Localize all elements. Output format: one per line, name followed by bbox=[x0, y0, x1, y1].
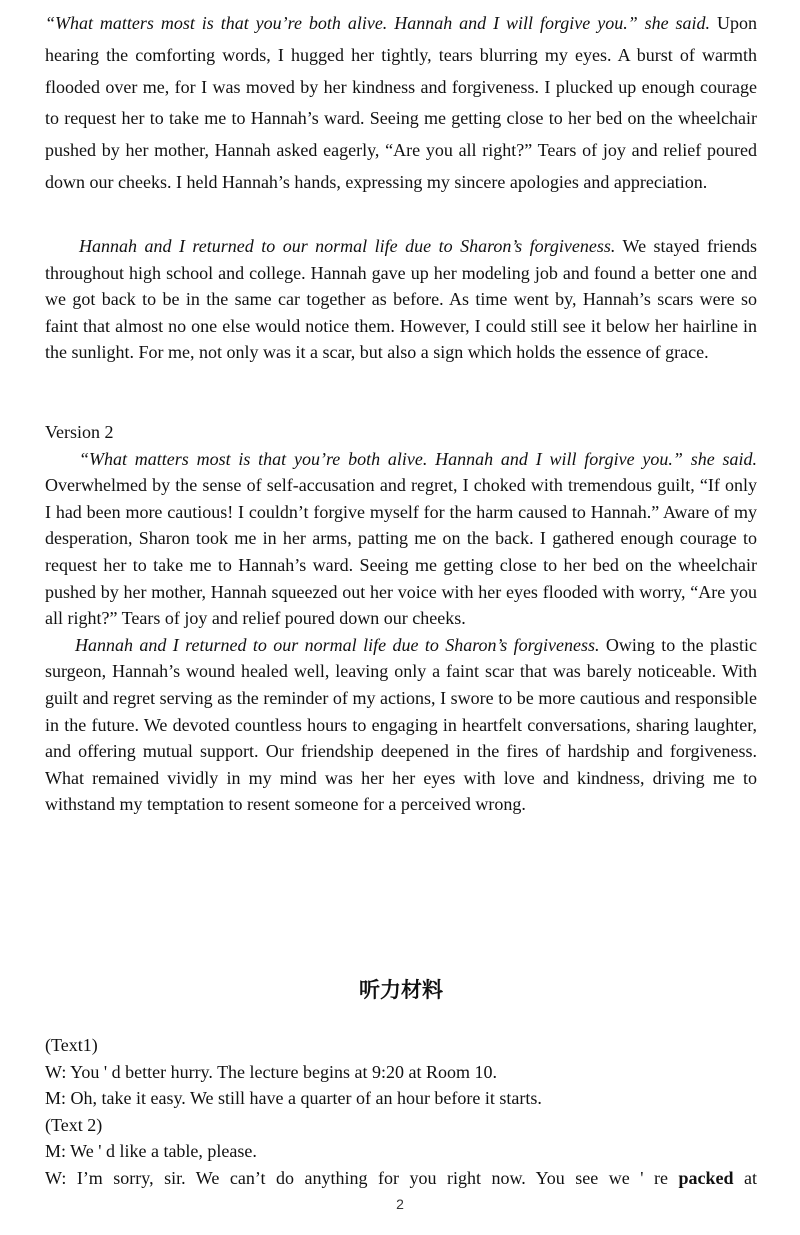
forgiveness-quote: “What matters most is that you’re both alive. Hannah and I will forgive you.” she said. bbox=[45, 13, 711, 33]
transcript-line: (Text 2) bbox=[45, 1114, 103, 1135]
transcript-line: W: I’m sorry, sir. We can’t do anything for you right now. You see we ' re packed at bbox=[45, 1167, 757, 1188]
version1-para2 bbox=[45, 233, 757, 366]
version2-section bbox=[45, 419, 757, 818]
listening-transcript bbox=[45, 1032, 757, 1192]
version2-para2 bbox=[45, 632, 757, 818]
paragraph-text: Owing to the plastic surgeon, Hannah’s wound healed well, leaving only a faint scar that was barely noticeable. With guilt and regret serving as the reminder of my actions, I swore to be more cautious and responsible in the future. We devoted countless hours to engaging in heartfelt conversations, sharing laughter, and offering mutual support. Our friendship deepened in the fires of hardship and forgiveness. What remained vividly in my mind was her her eyes with love and kindness, driving me to withstand my temptation to resent someone for a perceived wrong. bbox=[45, 634, 757, 815]
version2-heading: Version 2 bbox=[45, 422, 114, 442]
paragraph-lead: Hannah and I returned to our normal life due to Sharon’s forgiveness. bbox=[79, 236, 616, 256]
version2-para1 bbox=[45, 446, 757, 632]
transcript-line: M: Oh, take it easy. We still have a quarter of an hour before it starts. bbox=[45, 1088, 542, 1109]
bold-word: packed bbox=[678, 1167, 734, 1188]
transcript-line: M: We ' d like a table, please. bbox=[45, 1141, 257, 1162]
page-number: 2 bbox=[396, 1196, 404, 1212]
transcript-line: (Text1) bbox=[45, 1035, 98, 1055]
transcript-line: W: You ' d better hurry. The lecture begins at 9:20 at Room 10. bbox=[45, 1061, 497, 1082]
version1-para1 bbox=[45, 8, 757, 199]
paragraph-text: Overwhelmed by the sense of self-accusation and regret, I choked with tremendous guilt, “If only I had been more cautious! I couldn’t forgive myself for the harm caused to Hannah.” Aware of my desperation, Sharon took me in her arms, patting me on the back. I gathered enough courage to request her to take me to Hannah’s ward. Seeing me getting close to her bed on the wheelchair pushed by her mother, Hannah squeezed out her voice with her eyes flooded with worry, “Are you all right?” Tears of joy and relief poured down our cheeks. bbox=[45, 475, 757, 629]
paragraph-text: We stayed friends throughout high school and college. Hannah gave up her modeling job and found a better one and we got back to be in the same car together as before. As time went by, Hannah’s scars were so faint that almost no one else would notice them. However, I could still see it below her hairline in the sunlight. For me, not only was it a scar, but also a sign which holds the essence of grace. bbox=[45, 236, 757, 363]
forgiveness-quote: “What matters most is that you’re both alive. Hannah and I will forgive you.” she said. bbox=[79, 448, 757, 469]
listening-title: 听力材料 bbox=[359, 978, 443, 1002]
paragraph-text: Upon hearing the comforting words, I hugged her tightly, tears blurring my eyes. A burst of warmth flooded over me, for I was moved by her kindness and forgiveness. I plucked up enough courage to request her to take me to Hannah’s ward. Seeing me getting close to her bed on the wheelchair pushed by her mother, Hannah asked eagerly, “Are you all right?” Tears of joy and relief poured down our cheeks. I held Hannah’s hands, expressing my sincere apologies and appreciation. bbox=[45, 13, 757, 192]
paragraph-lead: Hannah and I returned to our normal life due to Sharon’s forgiveness. bbox=[75, 634, 600, 655]
